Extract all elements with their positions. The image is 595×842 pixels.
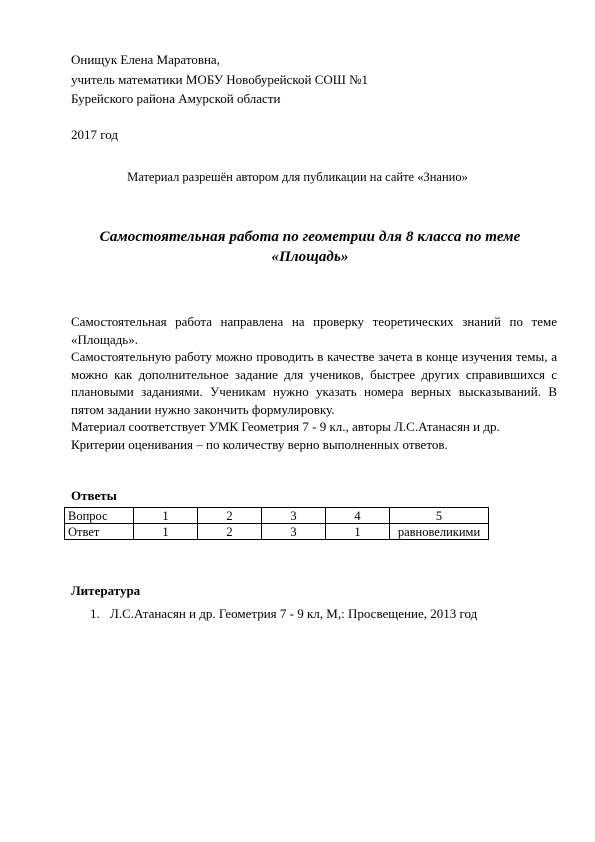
- literature-heading: Литература: [71, 583, 141, 598]
- year: 2017 год: [71, 127, 118, 142]
- author-district: Бурейского района Амурской области: [71, 91, 281, 106]
- author-name: Онищук Елена Маратовна,: [71, 52, 220, 67]
- table-cell: Ответ: [65, 524, 134, 540]
- table-cell: Вопрос: [65, 508, 134, 524]
- permission-note: Материал разрешён автором для публикации на сайте «Знанио»: [127, 170, 468, 184]
- literature-item-text: Л.С.Атанасян и др. Геометрия 7 - 9 кл, М,: Просвещение, 2013 год: [110, 606, 478, 621]
- author-position: учитель математики МОБУ Новобурейской СОШ №1: [71, 71, 369, 87]
- table-cell: 2: [198, 508, 262, 524]
- table-cell: 1: [134, 524, 198, 540]
- table-cell: 3: [262, 508, 326, 524]
- table-cell: 2: [198, 524, 262, 540]
- description: [71, 313, 557, 453]
- title-line-1: Самостоятельная работа по геометрии для 8 класса по теме: [99, 229, 521, 245]
- description-paragraph: Критерии оценивания – по количеству верно выполненных ответов.: [71, 436, 448, 452]
- description-paragraph: Самостоятельная работа направлена на проверку теоретических знаний по теме «Площадь».: [71, 314, 557, 347]
- answers-heading: Ответы: [71, 488, 117, 503]
- description-paragraph: Самостоятельную работу можно проводить в качестве зачета в конце изучения темы, а можно как дополнительное задание для учеников, быстрее других справившихся с плановыми заданиями. Ученикам нужно указать номера верных высказываний. В пятом задании нужно закончить формулировку.: [71, 349, 557, 417]
- description-paragraph: Материал соответствует УМК Геометрия 7 - 9 кл., авторы Л.С.Атанасян и др.: [71, 419, 500, 434]
- table-cell: 1: [134, 508, 198, 524]
- page-title: [60, 227, 560, 267]
- table-row: [65, 508, 489, 524]
- table-row: [65, 524, 489, 540]
- title-line-2: «Площадь»: [271, 249, 349, 265]
- table-cell: 5: [390, 508, 489, 524]
- literature-item-number: 1.: [90, 606, 100, 621]
- table-cell: 1: [326, 524, 390, 540]
- table-cell: равновеликими: [390, 524, 489, 540]
- answers-table: [64, 507, 489, 540]
- literature-item: [90, 606, 477, 622]
- table-cell: 3: [262, 524, 326, 540]
- author-block: [71, 52, 368, 111]
- table-cell: 4: [326, 508, 390, 524]
